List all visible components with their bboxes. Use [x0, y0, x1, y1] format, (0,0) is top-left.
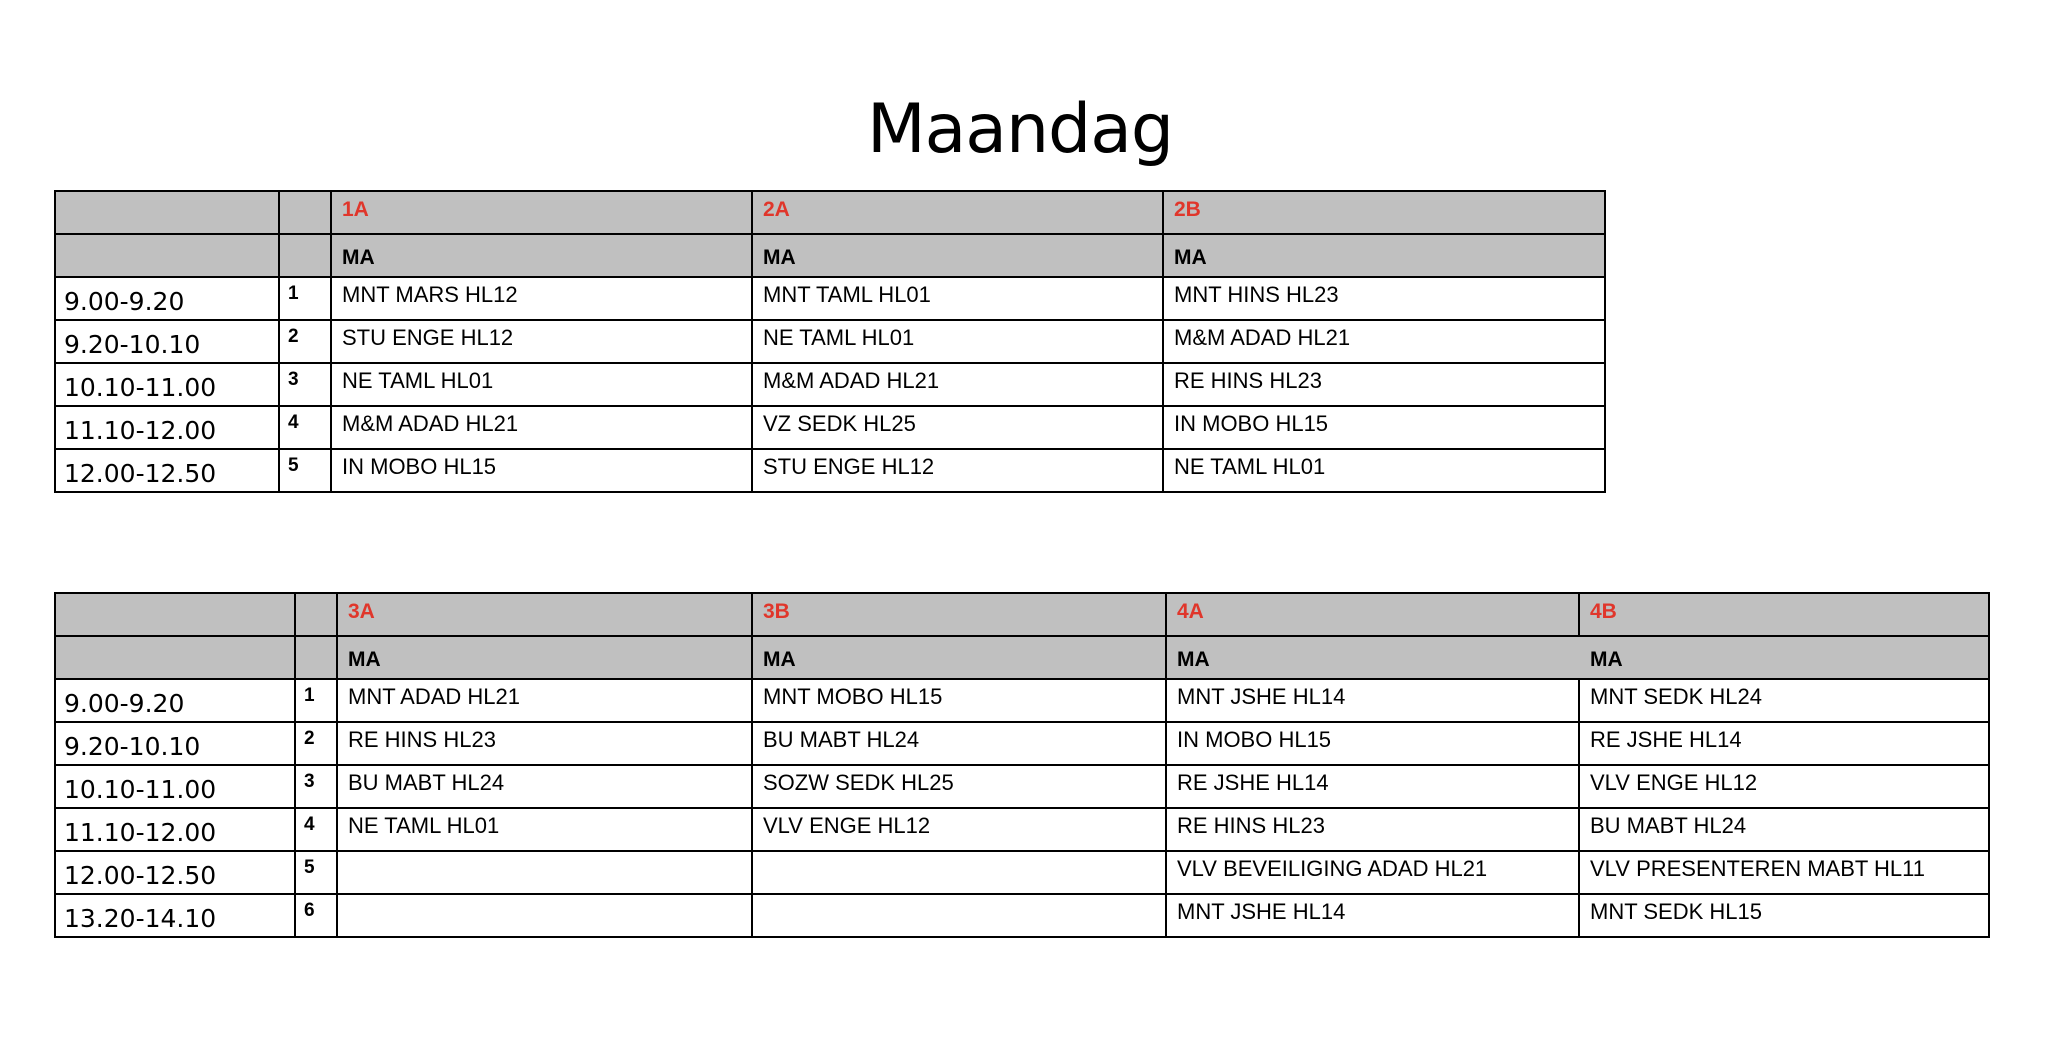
lesson-cell: MNT ADAD HL21: [337, 679, 752, 722]
lesson-cell: NE TAML HL01: [752, 320, 1163, 363]
header-empty-time: [55, 234, 279, 277]
period-number: 5: [295, 851, 337, 894]
day-header-row: [55, 234, 1605, 277]
lesson-cell: VZ SEDK HL25: [752, 406, 1163, 449]
lesson-cell: NE TAML HL01: [337, 808, 752, 851]
table-row: [55, 449, 1605, 492]
header-empty-time: [55, 593, 295, 636]
period-number: 2: [279, 320, 331, 363]
lesson-cell: STU ENGE HL12: [331, 320, 752, 363]
lesson-cell: VLV BEVEILIGING ADAD HL21: [1166, 851, 1579, 894]
day-label: MA: [331, 234, 752, 277]
class-label: 1A: [331, 191, 752, 234]
table-row: [55, 894, 1989, 937]
header-empty-period: [279, 234, 331, 277]
time-slot: 11.10-12.00: [55, 808, 295, 851]
time-slot: 10.10-11.00: [55, 363, 279, 406]
lesson-cell: [337, 851, 752, 894]
lesson-cell: MNT JSHE HL14: [1166, 679, 1579, 722]
lesson-cell: IN MOBO HL15: [331, 449, 752, 492]
class-label: 3B: [752, 593, 1166, 636]
lesson-cell: [752, 894, 1166, 937]
lesson-cell: MNT SEDK HL24: [1579, 679, 1989, 722]
lesson-cell: BU MABT HL24: [752, 722, 1166, 765]
day-label: MA: [752, 636, 1166, 679]
lesson-cell: BU MABT HL24: [337, 765, 752, 808]
day-label: MA: [1163, 234, 1605, 277]
lesson-cell: BU MABT HL24: [1579, 808, 1989, 851]
table-row: [55, 363, 1605, 406]
lesson-cell: VLV ENGE HL12: [1579, 765, 1989, 808]
table-row: [55, 851, 1989, 894]
table-row: [55, 679, 1989, 722]
lesson-cell: M&M ADAD HL21: [331, 406, 752, 449]
table-row: [55, 320, 1605, 363]
class-label: 2A: [752, 191, 1163, 234]
time-slot: 9.20-10.10: [55, 722, 295, 765]
table-row: [55, 406, 1605, 449]
lesson-cell: IN MOBO HL15: [1163, 406, 1605, 449]
lesson-cell: MNT TAML HL01: [752, 277, 1163, 320]
class-label: 4B: [1579, 593, 1989, 636]
page-title: Maandag: [866, 90, 1174, 169]
lesson-cell: SOZW SEDK HL25: [752, 765, 1166, 808]
lesson-cell: RE JSHE HL14: [1579, 722, 1989, 765]
day-label: MA: [337, 636, 752, 679]
class-header-row: [55, 191, 1605, 234]
lesson-cell: MNT MOBO HL15: [752, 679, 1166, 722]
lesson-cell: NE TAML HL01: [1163, 449, 1605, 492]
header-empty-time: [55, 636, 295, 679]
period-number: 4: [279, 406, 331, 449]
class-label: 2B: [1163, 191, 1605, 234]
lesson-cell: NE TAML HL01: [331, 363, 752, 406]
lesson-cell: MNT JSHE HL14: [1166, 894, 1579, 937]
table-row: [55, 808, 1989, 851]
header-empty-period: [279, 191, 331, 234]
period-number: 5: [279, 449, 331, 492]
time-slot: 11.10-12.00: [55, 406, 279, 449]
day-label: MA: [1166, 636, 1579, 679]
day-label: MA: [1579, 636, 1989, 679]
header-empty-period: [295, 593, 337, 636]
time-slot: 9.20-10.10: [55, 320, 279, 363]
time-slot: 9.00-9.20: [55, 277, 279, 320]
lesson-cell: MNT SEDK HL15: [1579, 894, 1989, 937]
table-row: [55, 722, 1989, 765]
lesson-cell: RE HINS HL23: [1163, 363, 1605, 406]
day-label: MA: [752, 234, 1163, 277]
table-row: [55, 277, 1605, 320]
lesson-cell: VLV ENGE HL12: [752, 808, 1166, 851]
lesson-cell: MNT HINS HL23: [1163, 277, 1605, 320]
lesson-cell: RE HINS HL23: [1166, 808, 1579, 851]
class-label: 4A: [1166, 593, 1579, 636]
time-slot: 10.10-11.00: [55, 765, 295, 808]
lesson-cell: M&M ADAD HL21: [1163, 320, 1605, 363]
period-number: 2: [295, 722, 337, 765]
lesson-cell: RE JSHE HL14: [1166, 765, 1579, 808]
period-number: 4: [295, 808, 337, 851]
time-slot: 13.20-14.10: [55, 894, 295, 937]
lesson-cell: [752, 851, 1166, 894]
schedule-table-1: [54, 190, 1606, 493]
time-slot: 12.00-12.50: [55, 851, 295, 894]
table-row: [55, 765, 1989, 808]
time-slot: 9.00-9.20: [55, 679, 295, 722]
class-label: 3A: [337, 593, 752, 636]
header-empty-period: [295, 636, 337, 679]
header-empty-time: [55, 191, 279, 234]
lesson-cell: RE HINS HL23: [337, 722, 752, 765]
time-slot: 12.00-12.50: [55, 449, 279, 492]
period-number: 3: [279, 363, 331, 406]
period-number: 1: [279, 277, 331, 320]
schedule-table-2: [54, 592, 1990, 938]
lesson-cell: IN MOBO HL15: [1166, 722, 1579, 765]
period-number: 3: [295, 765, 337, 808]
day-header-row: [55, 636, 1989, 679]
period-number: 1: [295, 679, 337, 722]
lesson-cell: STU ENGE HL12: [752, 449, 1163, 492]
lesson-cell: [337, 894, 752, 937]
class-header-row: [55, 593, 1989, 636]
lesson-cell: M&M ADAD HL21: [752, 363, 1163, 406]
lesson-cell: VLV PRESENTEREN MABT HL11: [1579, 851, 1989, 894]
period-number: 6: [295, 894, 337, 937]
lesson-cell: MNT MARS HL12: [331, 277, 752, 320]
